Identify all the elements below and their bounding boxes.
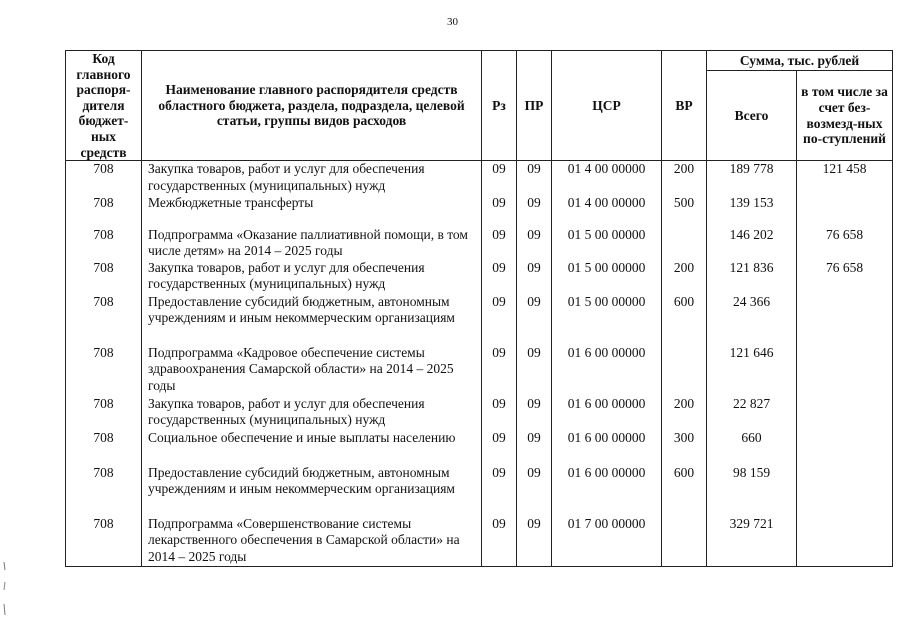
table-row <box>66 430 893 465</box>
cell-incl <box>797 345 893 396</box>
cell-total: 139 153 <box>707 195 797 221</box>
cell-total: 121 836 <box>707 260 797 294</box>
cell-pr: 09 <box>517 195 552 221</box>
cell-incl <box>797 396 893 430</box>
cell-name: Закупка товаров, работ и услуг для обеспечения государственных (муниципальных) нужд <box>142 260 482 294</box>
cell-pr: 09 <box>517 465 552 516</box>
cell-vr <box>662 221 707 260</box>
cell-total: 329 721 <box>707 516 797 567</box>
cell-code: 708 <box>66 221 142 260</box>
table-row <box>66 260 893 294</box>
header-total: Всего <box>707 71 797 161</box>
cell-code: 708 <box>66 161 142 195</box>
cell-rz: 09 <box>482 294 517 345</box>
header-vr: ВР <box>662 51 707 161</box>
cell-name: Предоставление субсидий бюджетным, автономным учреждениям и иным некоммерческим организациям <box>142 294 482 345</box>
cell-rz: 09 <box>482 465 517 516</box>
cell-name: Социальное обеспечение и иные выплаты населению <box>142 430 482 465</box>
header-name: Наименование главного распорядителя средств областного бюджета, раздела, подраздела, целевой статьи, группы видов расходов <box>142 51 482 161</box>
cell-rz: 09 <box>482 161 517 195</box>
cell-csr: 01 6 00 00000 <box>552 345 662 396</box>
cell-rz: 09 <box>482 430 517 465</box>
cell-code: 708 <box>66 396 142 430</box>
table-row <box>66 161 893 195</box>
table-row <box>66 345 893 396</box>
table-row <box>66 396 893 430</box>
cell-total: 146 202 <box>707 221 797 260</box>
cell-pr: 09 <box>517 345 552 396</box>
cell-incl <box>797 195 893 221</box>
cell-incl <box>797 465 893 516</box>
cell-rz: 09 <box>482 260 517 294</box>
cell-incl <box>797 516 893 567</box>
cell-rz: 09 <box>482 221 517 260</box>
cell-csr: 01 5 00 00000 <box>552 260 662 294</box>
cell-rz: 09 <box>482 345 517 396</box>
cell-incl: 121 458 <box>797 161 893 195</box>
cell-csr: 01 5 00 00000 <box>552 221 662 260</box>
header-sum-group: Сумма, тыс. рублей <box>707 51 893 71</box>
cell-code: 708 <box>66 465 142 516</box>
cell-pr: 09 <box>517 430 552 465</box>
header-code: Код главного распоря-дителя бюджет-ных средств <box>66 51 142 161</box>
table-row <box>66 294 893 345</box>
cell-pr: 09 <box>517 161 552 195</box>
cell-csr: 01 6 00 00000 <box>552 465 662 516</box>
cell-vr: 200 <box>662 260 707 294</box>
cell-csr: 01 5 00 00000 <box>552 294 662 345</box>
cell-name: Подпрограмма «Оказание паллиативной помощи, в том числе детям» на 2014 – 2025 годы <box>142 221 482 260</box>
cell-name: Предоставление субсидий бюджетным, автономным учреждениям и иным некоммерческим организациям <box>142 465 482 516</box>
cell-csr: 01 4 00 00000 <box>552 195 662 221</box>
table-row <box>66 195 893 221</box>
table-header <box>66 51 893 161</box>
cell-incl: 76 658 <box>797 260 893 294</box>
cell-name: Закупка товаров, работ и услуг для обеспечения государственных (муниципальных) нужд <box>142 161 482 195</box>
cell-total: 24 366 <box>707 294 797 345</box>
cell-vr: 600 <box>662 465 707 516</box>
cell-pr: 09 <box>517 516 552 567</box>
table-body <box>66 161 893 567</box>
cell-csr: 01 6 00 00000 <box>552 396 662 430</box>
cell-name: Подпрограмма «Кадровое обеспечение системы здравоохранения Самарской области» на 2014 – 2025 годы <box>142 345 482 396</box>
cell-vr: 600 <box>662 294 707 345</box>
cell-code: 708 <box>66 516 142 567</box>
cell-pr: 09 <box>517 396 552 430</box>
cell-rz: 09 <box>482 195 517 221</box>
cell-rz: 09 <box>482 396 517 430</box>
header-pr: ПР <box>517 51 552 161</box>
cell-incl <box>797 430 893 465</box>
table-row <box>66 221 893 260</box>
cell-csr: 01 6 00 00000 <box>552 430 662 465</box>
cell-csr: 01 4 00 00000 <box>552 161 662 195</box>
cell-incl: 76 658 <box>797 221 893 260</box>
cell-total: 22 827 <box>707 396 797 430</box>
table-row <box>66 516 893 567</box>
cell-pr: 09 <box>517 294 552 345</box>
cell-total: 121 646 <box>707 345 797 396</box>
cell-vr <box>662 345 707 396</box>
cell-pr: 09 <box>517 221 552 260</box>
cell-code: 708 <box>66 430 142 465</box>
scan-edge-marks <box>2 560 8 620</box>
cell-code: 708 <box>66 195 142 221</box>
cell-name: Подпрограмма «Совершенствование системы лекарственного обеспечения в Самарской области» на 2014 – 2025 годы <box>142 516 482 567</box>
cell-pr: 09 <box>517 260 552 294</box>
table-row <box>66 465 893 516</box>
page-number: 30 <box>447 16 458 28</box>
cell-total: 660 <box>707 430 797 465</box>
cell-name: Закупка товаров, работ и услуг для обеспечения государственных (муниципальных) нужд <box>142 396 482 430</box>
cell-vr: 500 <box>662 195 707 221</box>
cell-name: Межбюджетные трансферты <box>142 195 482 221</box>
cell-vr: 300 <box>662 430 707 465</box>
cell-vr: 200 <box>662 161 707 195</box>
cell-vr: 200 <box>662 396 707 430</box>
cell-incl <box>797 294 893 345</box>
cell-code: 708 <box>66 294 142 345</box>
cell-code: 708 <box>66 345 142 396</box>
cell-total: 98 159 <box>707 465 797 516</box>
cell-rz: 09 <box>482 516 517 567</box>
header-rz: Рз <box>482 51 517 161</box>
cell-code: 708 <box>66 260 142 294</box>
cell-vr <box>662 516 707 567</box>
cell-csr: 01 7 00 00000 <box>552 516 662 567</box>
budget-table <box>65 50 893 567</box>
header-csr: ЦСР <box>552 51 662 161</box>
cell-total: 189 778 <box>707 161 797 195</box>
header-incl-grants: в том числе за счет без-возмезд-ных по-ступлений <box>797 71 893 161</box>
